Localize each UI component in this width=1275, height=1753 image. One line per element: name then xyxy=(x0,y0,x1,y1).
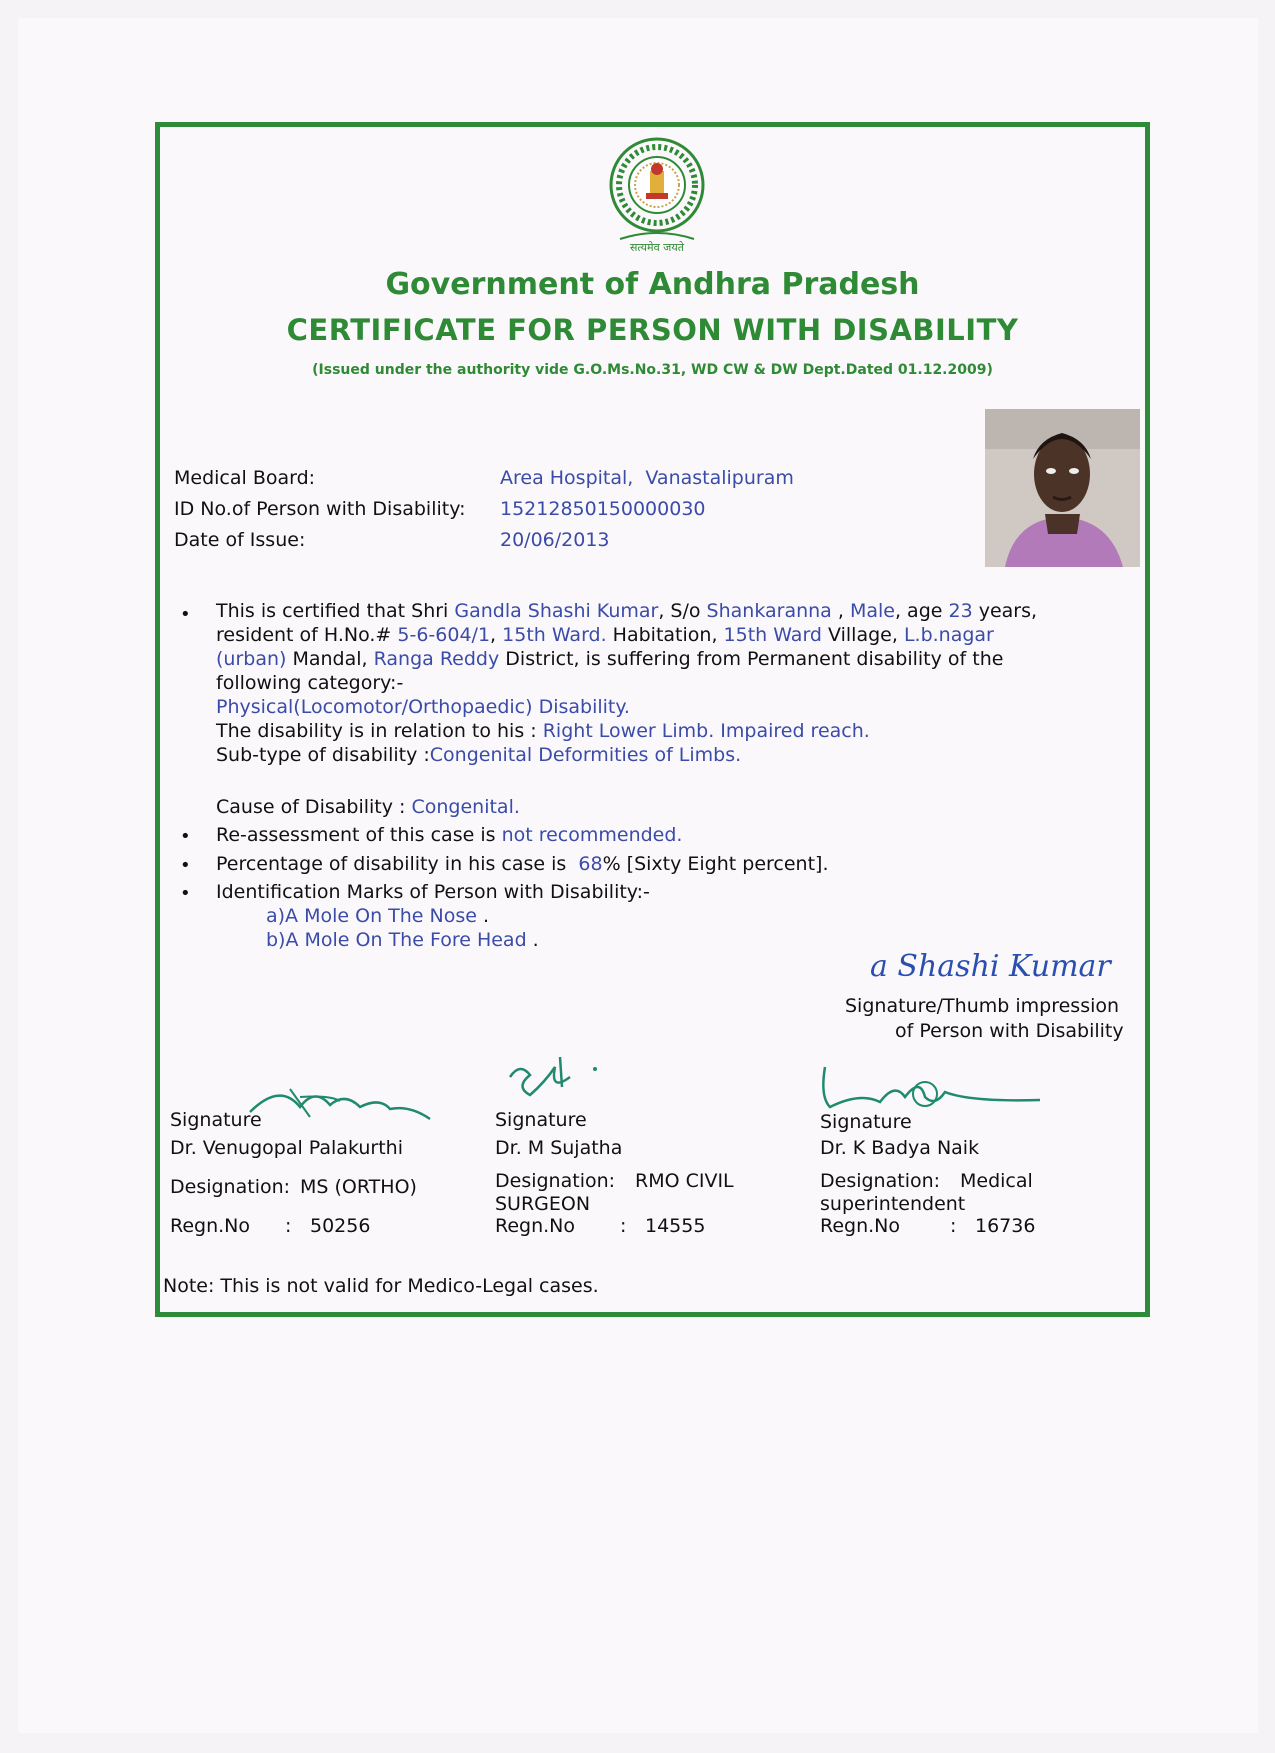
doctor-1-designation-label: Designation: xyxy=(170,1176,291,1198)
applicant-photo xyxy=(985,409,1140,567)
doctor-3-designation-label: Designation: xyxy=(820,1170,941,1192)
medical-board-value: Area Hospital, Vanastalipuram xyxy=(500,467,794,489)
doctor-3-name: Dr. K Badya Naik xyxy=(820,1137,980,1159)
reassessment-line: Re-assessment of this case is not recommended. xyxy=(216,824,683,846)
doctor-1-regn-label: Regn.No xyxy=(170,1215,251,1237)
state-emblem-icon xyxy=(600,135,715,255)
government-title: Government of Andhra Pradesh xyxy=(385,267,920,302)
doctor-3-regn-label: Regn.No xyxy=(820,1215,901,1237)
validity-note: Note: This is not valid for Medico-Legal cases. xyxy=(163,1275,599,1297)
marks-line: Identification Marks of Person with Disability:- xyxy=(216,881,650,903)
doctor-1-signature-scribble xyxy=(240,1077,440,1127)
applicant-signature-label-2: of Person with Disability xyxy=(895,1020,1124,1042)
disability-relation: Right Lower Limb. Impaired reach. xyxy=(542,720,870,742)
applicant-signature-label: Signature/Thumb impression xyxy=(845,995,1120,1017)
disability-subtype: Congenital Deformities of Limbs. xyxy=(429,744,742,766)
certification-text: This is certified that Shri Gandla Shashi Kumar, S/o Shankaranna , Male, age 23 years, resident of H.No.# 5-6-604/1, 15th Ward. Habitation, 15th Ward Village, L.b.nagar (urban) Mandal, Ranga Reddy District, is suffering from Permanent disability of the following category:- Physical(Locomotor/Orthopaedic) Disability. The disability is in relation to his : Right Lower Limb. Impaired reach. Sub-type of disability :Congenital Deformities of Limbs. xyxy=(216,599,1116,767)
father-name: Shankaranna xyxy=(706,600,832,622)
bullet-2: • xyxy=(180,826,191,847)
doctor-2-signature-scribble xyxy=(500,1047,610,1107)
doctor-2-designation-value: RMO CIVIL xyxy=(635,1170,734,1192)
doctor-2-name: Dr. M Sujatha xyxy=(495,1137,623,1159)
age: 23 xyxy=(948,600,973,622)
mandal-b: (urban) xyxy=(216,648,287,670)
ward: 15th Ward. xyxy=(502,624,607,646)
cause-value: Congenital. xyxy=(411,796,520,818)
bullet-3: • xyxy=(180,855,191,876)
doctor-1-designation-value: MS (ORTHO) xyxy=(300,1176,417,1198)
doctor-2-regn-sep: : xyxy=(620,1215,627,1237)
doctor-1-name: Dr. Venugopal Palakurthi xyxy=(170,1137,403,1159)
doctor-3-designation-value: Medical xyxy=(960,1170,1033,1192)
doctor-2-designation-value-2: SURGEON xyxy=(495,1193,591,1215)
medical-board-label: Medical Board: xyxy=(174,467,316,489)
gender: Male xyxy=(849,600,895,622)
disability-category: Physical(Locomotor/Orthopaedic) Disability. xyxy=(216,696,630,718)
reassessment-value: not recommended. xyxy=(501,824,683,846)
doctor-1-regn-sep: : xyxy=(285,1215,292,1237)
cause-line: Cause of Disability : Congenital. xyxy=(216,796,520,818)
percentage-value: 68 xyxy=(578,853,603,875)
doctor-2-signature-label: Signature xyxy=(495,1109,587,1131)
id-label: ID No.of Person with Disability: xyxy=(174,498,466,520)
district: Ranga Reddy xyxy=(373,648,500,670)
certificate-frame xyxy=(155,122,1150,1317)
doctor-3-regn-value: 16736 xyxy=(975,1215,1036,1237)
doctor-3-regn-sep: : xyxy=(950,1215,957,1237)
date-value: 20/06/2013 xyxy=(500,529,610,551)
doctor-1-signature-label: Signature xyxy=(170,1109,262,1131)
mark-a: a)A Mole On The Nose . xyxy=(266,905,490,927)
bullet-1: • xyxy=(180,604,191,625)
bullet-4: • xyxy=(180,883,191,904)
doctor-2-regn-value: 14555 xyxy=(645,1215,706,1237)
applicant-name: Gandla Shashi Kumar xyxy=(454,600,659,622)
doctor-1-regn-value: 50256 xyxy=(310,1215,371,1237)
house-no: 5-6-604/1 xyxy=(397,624,491,646)
percentage-line: Percentage of disability in his case is 68% [Sixty Eight percent]. xyxy=(216,853,829,875)
date-label: Date of Issue: xyxy=(174,529,306,551)
svg-text:सत्यमेव जयते: सत्यमेव जयते xyxy=(629,241,685,254)
doctor-2-designation-label: Designation: xyxy=(495,1170,616,1192)
mark-b: b)A Mole On The Fore Head . xyxy=(266,929,539,951)
applicant-handwritten-signature: a Shashi Kumar xyxy=(870,949,1111,984)
doctor-2-regn-label: Regn.No xyxy=(495,1215,576,1237)
doctor-3-designation-value-2: superintendent xyxy=(820,1193,966,1215)
certificate-title: CERTIFICATE FOR PERSON WITH DISABILITY xyxy=(286,313,1019,347)
id-value: 15212850150000030 xyxy=(500,498,706,520)
doctor-3-signature-label: Signature xyxy=(820,1111,912,1133)
authority-subtitle: (Issued under the authority vide G.O.Ms.No.31, WD CW & DW Dept.Dated 01.12.2009) xyxy=(312,362,993,378)
mandal-a: L.b.nagar xyxy=(903,624,994,646)
village: 15th Ward xyxy=(723,624,822,646)
